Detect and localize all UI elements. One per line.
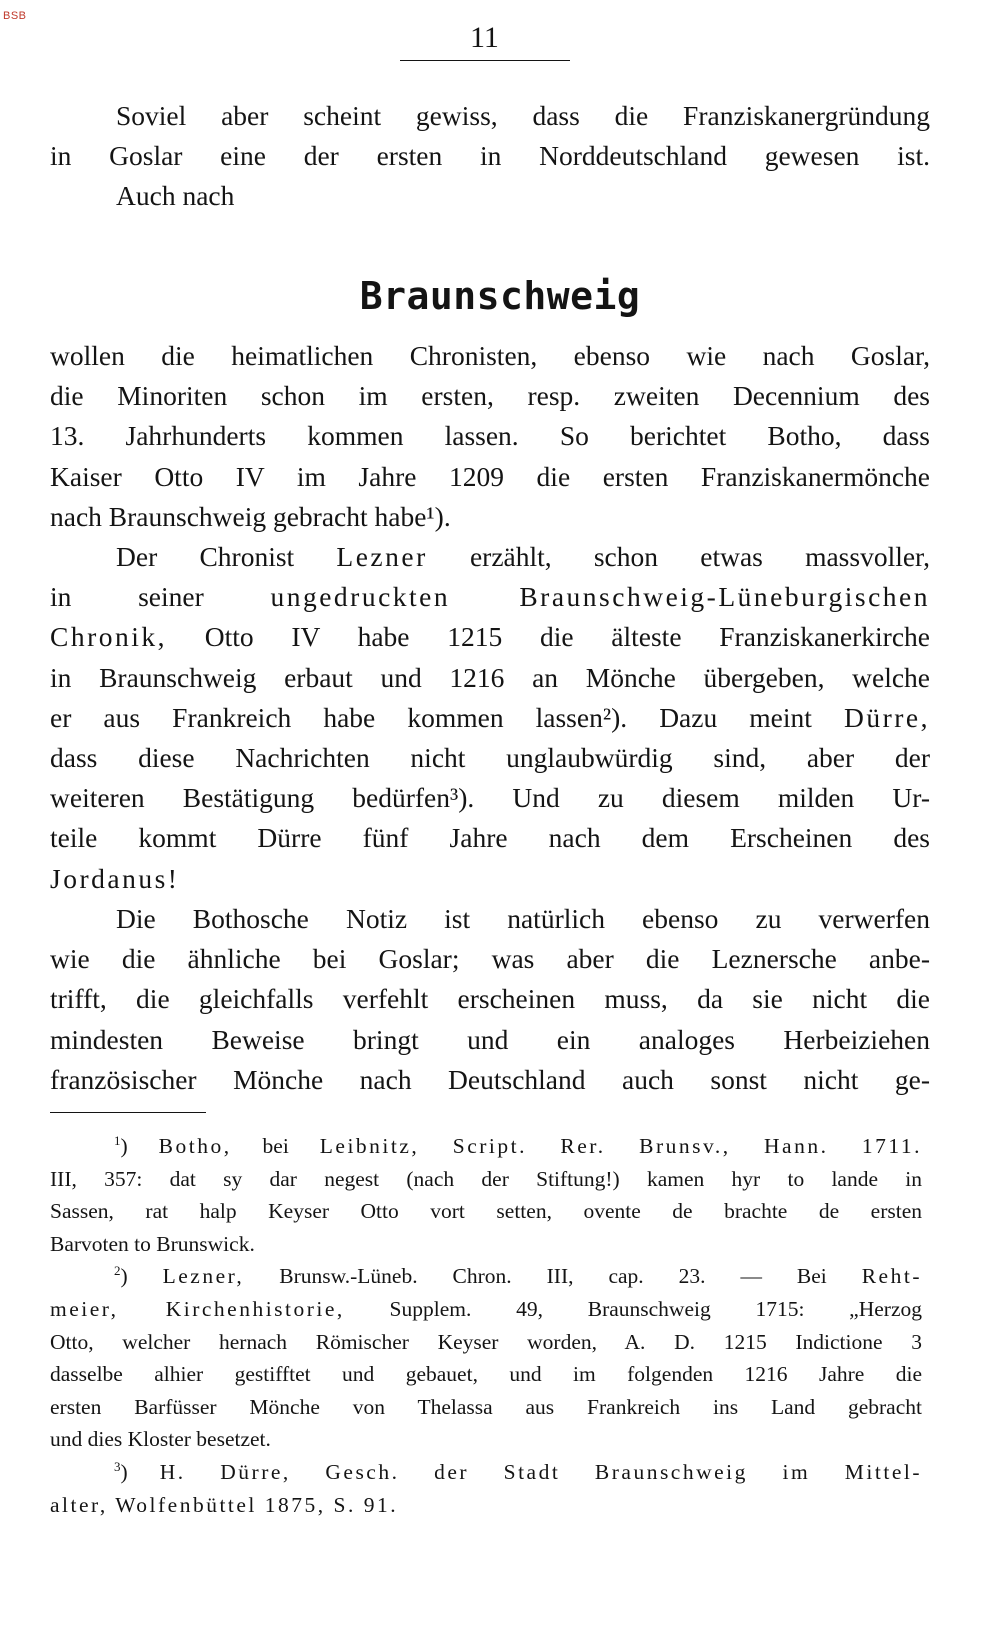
text-line: in seiner ungedruckten Braunschweig-Lüneburgischen (50, 581, 930, 613)
paragraph-3 (50, 899, 930, 1100)
text-line (50, 859, 930, 899)
footnotes (50, 1130, 922, 1521)
text-line: Der Chronist Lezner erzählt, schon etwas massvoller, (116, 541, 930, 572)
footnote-line: alter, Wolfenbüttel 1875, S. 91. (50, 1492, 399, 1517)
page-number: 11 (470, 21, 499, 54)
footnote-line: ersten Barfüsser Mönche von Thelassa aus Frankreich ins Land gebracht (50, 1394, 922, 1419)
footnote-1 (50, 1130, 922, 1260)
header-rule (400, 60, 570, 61)
text-line: Auch nach (116, 180, 235, 212)
footnote-rule (50, 1112, 206, 1113)
text-line: Soviel aber scheint gewiss, dass die Franziskanergründung (116, 100, 930, 131)
footnote-2 (50, 1260, 922, 1456)
text-line: dass diese Nachrichten nicht unglaubwürdig sind, aber der (50, 742, 930, 774)
text-line: französischer Mönche nach Deutschland auch sonst nicht ge- (50, 1063, 930, 1095)
footnote-marker: 2 (114, 1263, 121, 1279)
text-line: nach Braunschweig gebracht habe¹). (50, 500, 451, 532)
intro-paragraph (50, 96, 930, 217)
footnote-line: meier, Kirchenhistorie, Supplem. 49, Braunschweig 1715: „Herzog (50, 1296, 922, 1321)
footnote-marker: 1 (114, 1132, 121, 1148)
text-line: mindesten Beweise bringt und ein analoges Herbeiziehen (50, 1023, 930, 1055)
footnote-line: III, 357: dat sy dar negest (nach der Stiftung!) kamen hyr to lande in (50, 1166, 922, 1191)
footnote-marker: 3 (114, 1458, 121, 1474)
footnote-line: Barvoten to Brunswick. (50, 1231, 255, 1256)
footnote-3 (50, 1456, 922, 1521)
chronicle-title: ungedruckten Braunschweig-Lüneburgischen (270, 581, 930, 613)
author-name-jordanus: Jordanus! (50, 862, 180, 894)
text-line: 13. Jahrhunderts kommen lassen. So berichtet Botho, dass (50, 420, 930, 452)
footnote-line: und dies Kloster besetzet. (50, 1427, 271, 1452)
text-line: in Goslar eine der ersten in Norddeutschland gewesen ist. (50, 140, 930, 172)
paragraph-2 (50, 537, 930, 899)
library-watermark: BSB (3, 10, 27, 22)
chronicle-title-cont: Chronik, (50, 621, 168, 653)
footnote-line: Sassen, rat halp Keyser Otto vort setten, ovente de brachte de ersten (50, 1199, 922, 1224)
text-line: Kaiser Otto IV im Jahre 1209 die ersten Franziskanermönche (50, 460, 930, 492)
footnote-line: Otto, welcher hernach Römischer Keyser worden, A. D. 1215 Indictione 3 (50, 1329, 922, 1354)
text-line: trifft, die gleichfalls verfehlt erscheinen muss, da sie nicht die (50, 983, 930, 1015)
text-line: wie die ähnliche bei Goslar; was aber die Leznersche anbe- (50, 943, 930, 975)
text-line: Die Bothosche Notiz ist natürlich ebenso zu verwerfen (116, 903, 930, 934)
author-name-lezner: Lezner (336, 541, 428, 572)
footnote-line: $^2$) Lezner, Brunsw.-Lüneb. Chron. III, cap. 23. — Bei Reht- (114, 1263, 922, 1289)
text-line: Chronik, Otto IV habe 1215 die älteste Franziskanerkirche (50, 621, 930, 653)
text-line: teile kommt Dürre fünf Jahre nach dem Erscheinen des (50, 822, 930, 854)
footnote-line: $^3$) H. Dürre, Gesch. der Stadt Braunschweig im Mittel- (114, 1458, 922, 1484)
text-line: er aus Frankreich habe kommen lassen²). Dazu meint Dürre, (50, 701, 930, 733)
paragraph-1 (50, 336, 930, 537)
text-line: in Braunschweig erbaut und 1216 an Mönche übergeben, welche (50, 661, 930, 693)
section-heading: Braunschweig (359, 274, 641, 318)
text-line: die Minoriten schon im ersten, resp. zweiten Decennium des (50, 380, 930, 412)
footnote-line: $^1$) Botho, bei Leibnitz, Script. Rer. Brunsv., Hann. 1711. (114, 1132, 922, 1158)
author-name-duerre: Dürre, (843, 701, 930, 733)
footnote-line: dasselbe alhier gestifftet und gebauet, und im folgenden 1216 Jahre die (50, 1362, 922, 1387)
text-line: weiteren Bestätigung bedürfen³). Und zu diesem milden Ur- (50, 782, 930, 814)
text-line: wollen die heimatlichen Chronisten, ebenso wie nach Goslar, (50, 340, 930, 371)
